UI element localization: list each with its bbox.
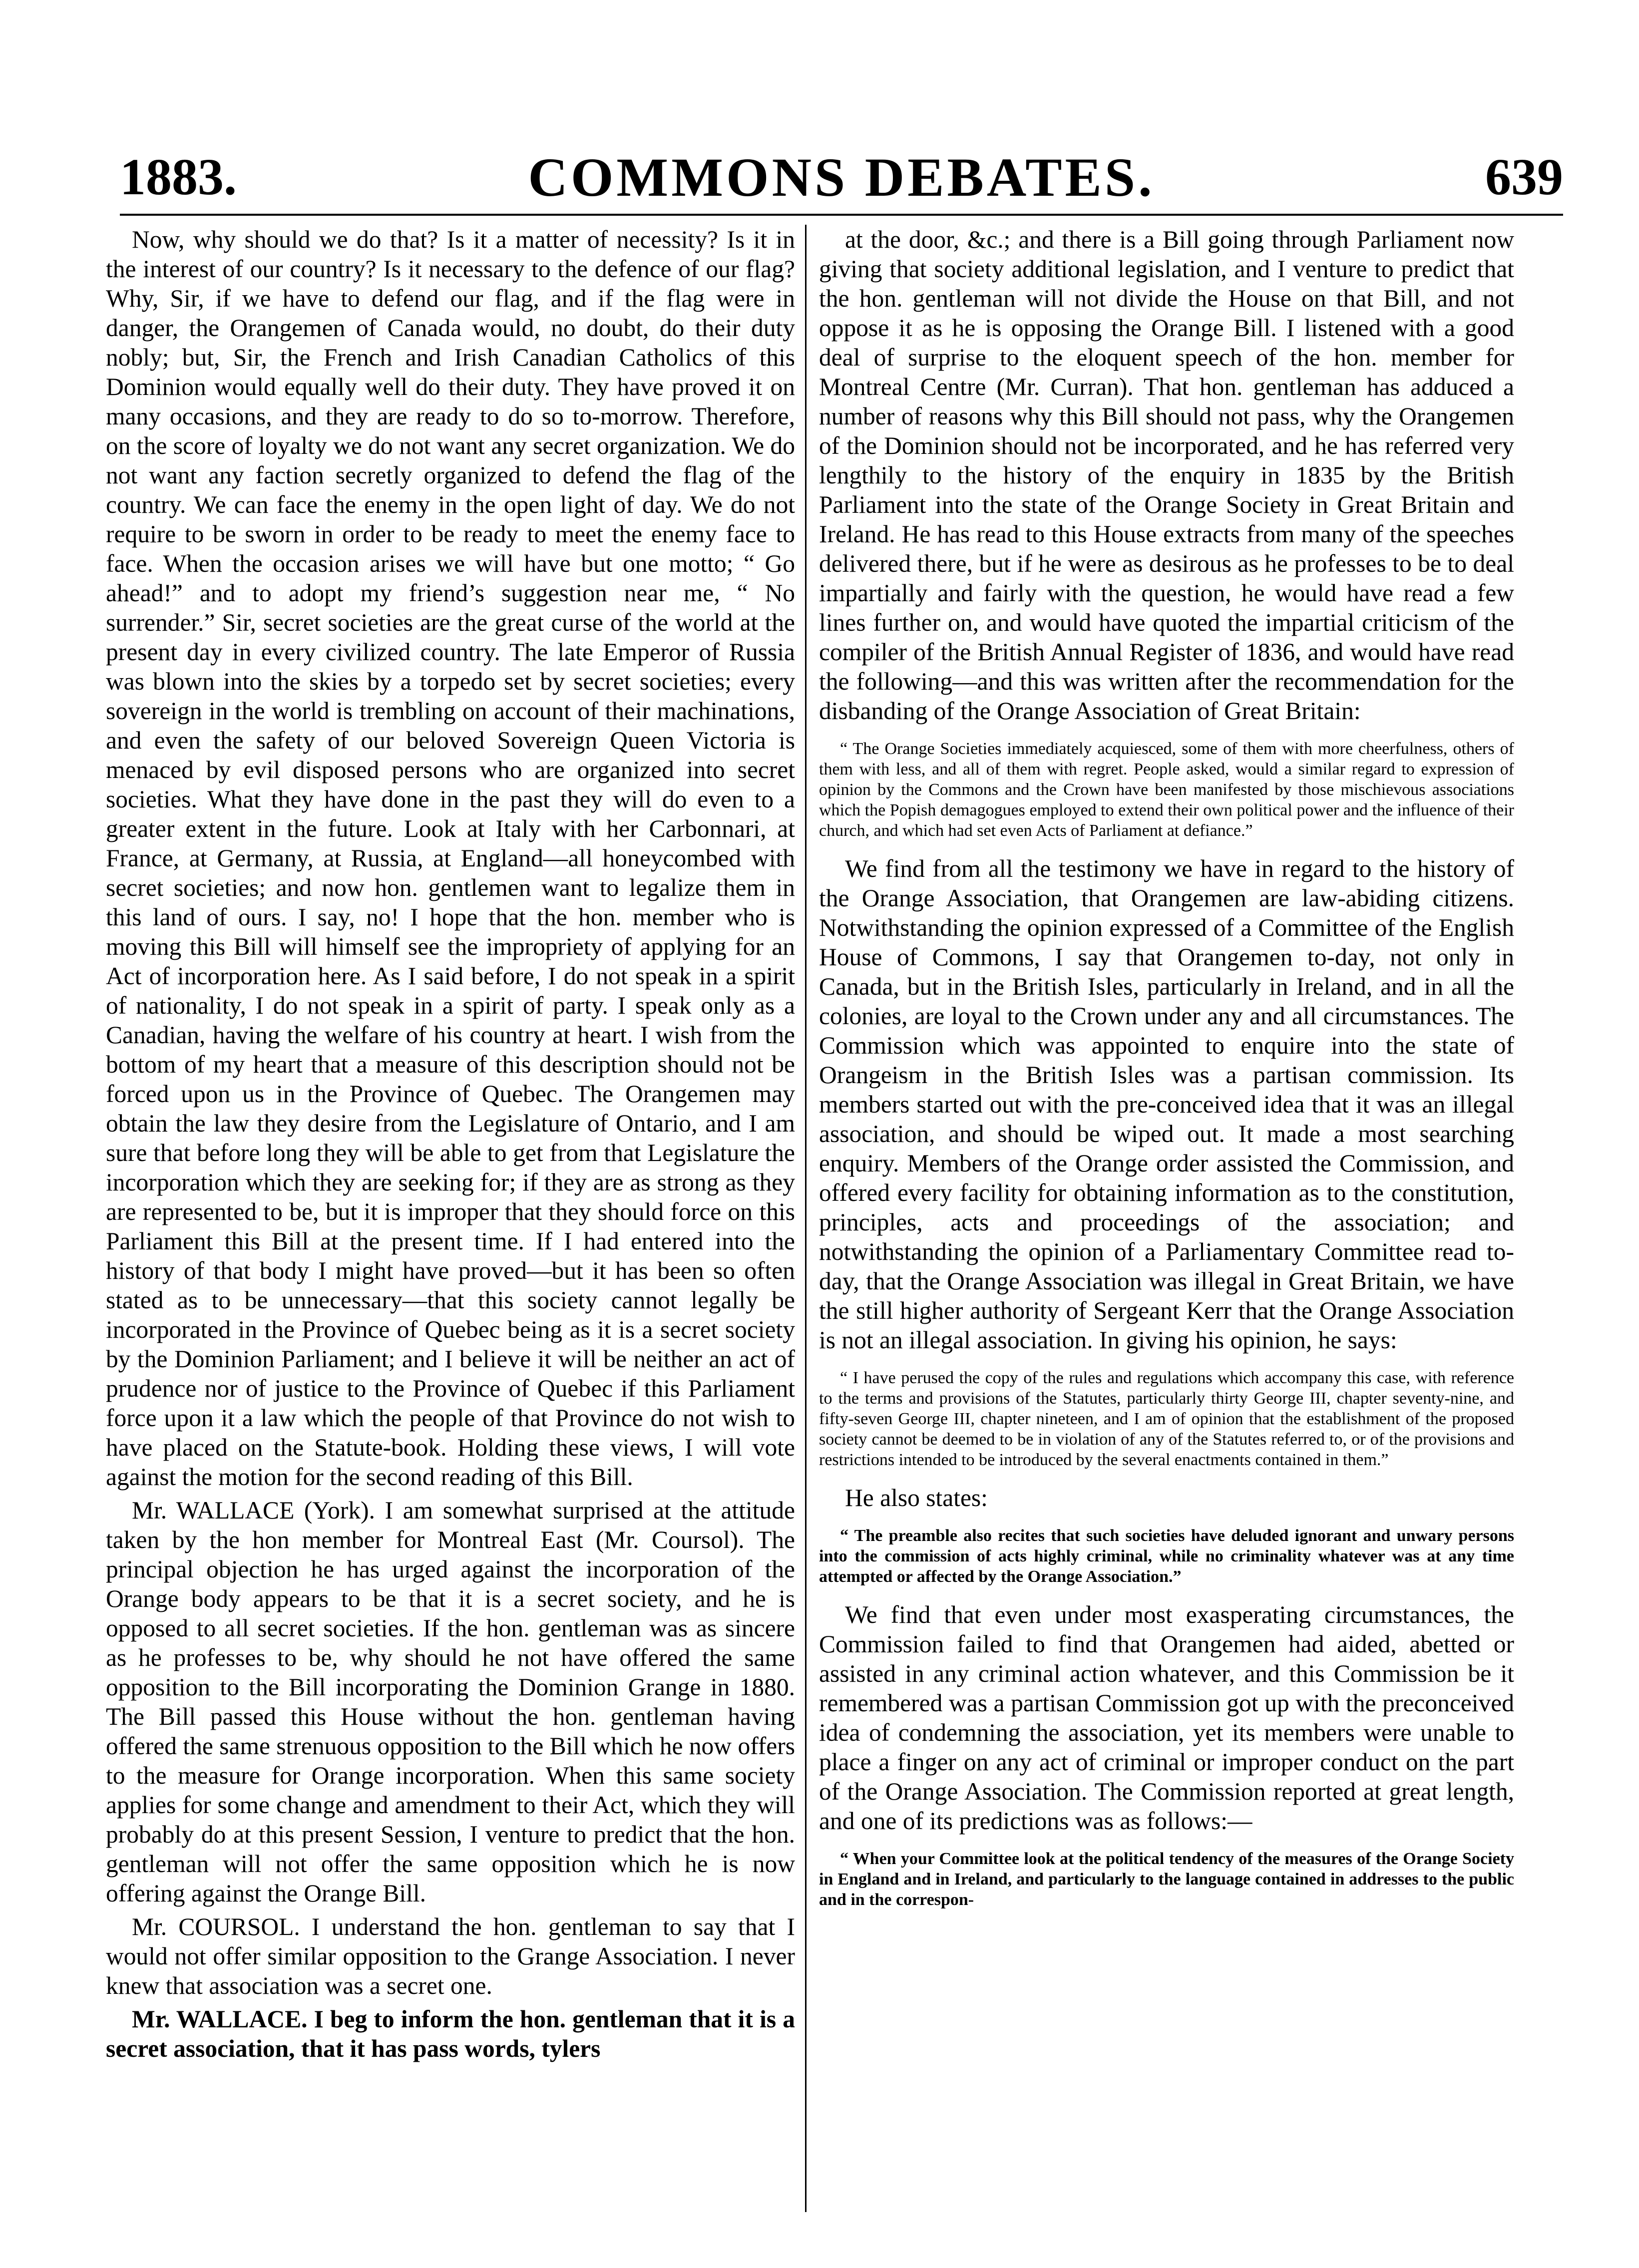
right-paragraph-3: He also states: [845, 1484, 988, 1512]
left-paragraph-wallace: Mr. WALLACE (York). I am somewhat surprised at the attitude taken by the hon member for Montreal East (Mr. Coursol). The principal objection he has urged against the incorporation of the Orange body appears to be that it is a secret society, and he is opposed to all secret societies. If the hon. gentleman was as sincere as he professes to be, why should he not have offered the same opposition to the Bill incorporating the Dominion Grange in 1880. The Bill passed this House without the hon. gentleman having offered the same strenuous opposition to the Bill which he now offers to the measure for Orange incorporation. When this same society applies for some change and amendment to their Act, which they will probably do at this present Session, I venture to predict that the hon. gentleman will not offer the same opposition which he is now offering against the Orange Bill. [106, 1497, 795, 1907]
quote-committee: “ When your Committee look at the political tendency of the measures of the Orange Society in England and in Ireland, and particularly to the language contained in addresses to the public and in the correspon- [819, 1850, 1514, 1909]
left-paragraph-coursol: Mr. COURSOL. I understand the hon. gentleman to say that I would not offer similar opposition to the Grange Association. I never knew that association was a secret one. [106, 1913, 795, 1999]
quote-preamble: “ The preamble also recites that such societies have deluded ignorant and unwary persons into the commission of acts highly criminal, while no criminality whatever was at any time attempted or affected by the Orange Association.” [819, 1526, 1514, 1586]
page-number: 639 [1485, 148, 1563, 206]
column-divider [805, 225, 807, 2212]
quote-sergeant-kerr: “ I have perused the copy of the rules and regulations which accompany this case, with reference to the terms and provisions of the Statutes, particularly thirty George III, chapter seventy-nine, and fifty-seven George III, chapter nineteen, and I am of opinion that the establishment of the proposed society cannot be deemed to be in violation of any of the Statutes referred to, or of the provisions and restrictions intended to be introduced by the several enactments contained in them.” [819, 1369, 1514, 1469]
right-paragraph-1: at the door, &c.; and there is a Bill going through Parliament now giving that society additional legislation, and I venture to predict that the hon. gentleman will not divide the House on that Bill, and not oppose it as he is opposing the Orange Bill. I listened with a good deal of surprise to the eloquent speech of the hon. member for Montreal Centre (Mr. Curran). That hon. gentleman has adduced a number of reasons why this Bill should not pass, why the Orangemen of the Dominion should not be incorporated, and he has referred very lengthily to the history of the enquiry in 1835 by the British Parliament into the state of the Orange Society in Great Britain and Ireland. He has read to this House extracts from many of the speeches delivered there, but if he were as desirous as he professes to be to deal impartially and fairly with the question, he would have read a few lines further on, and would have quoted the impartial criticism of the compiler of the British Annual Register of 1836, and would have read the following—and this was written after the recommendation for the disbanding of the Orange Association of Great Britain: [819, 226, 1514, 725]
header-title: COMMONS DEBATES. [528, 147, 1155, 208]
right-paragraph-4: We find that even under most exasperating circumstances, the Commission failed to find that Orangemen had aided, abetted or assisted in any criminal action whatever, and this Commission be it remembered was a partisan Commission got up with the preconceived idea of condemning the association, yet its members were unable to place a finger on any act of criminal or improper conduct on the part of the Orange Association. The Commission reported at great length, and one of its predictions was as follows:— [819, 1601, 1514, 1835]
left-column [106, 225, 795, 2212]
right-paragraph-2: We find from all the testimony we have in regard to the history of the Orange Association, that Orangemen are law-abiding citizens. Notwithstanding the opinion expressed of a Committee of the English House of Commons, I say that Orangemen to-day, not only in Canada, but in the British Isles, particularly in Ireland, and in all the colonies, are loyal to the Crown under any and all circumstances. The Commission which was appointed to enquire into the state of Orangeism in the British Isles was a partisan commission. Its members started out with the pre-conceived idea that it was an illegal association, and should be wiped out. It made a most searching enquiry. Members of the Orange order assisted the Commission, and offered every facility for obtaining information as to the constitution, principles, acts and proceedings of the association; and notwithstanding the opinion of a Parliamentary Committee read to-day, that the Orange Association was illegal in Great Britain, we have the still higher authority of Sergeant Kerr that the Orange Association is not an illegal association. In giving his opinion, he says: [819, 855, 1514, 1354]
left-paragraph-1: Now, why should we do that? Is it a matter of necessity? Is it in the interest of our country? Is it necessary to the defence of our flag? Why, Sir, if we have to defend our flag, and if the flag were in danger, the Orangemen of Canada would, no doubt, do their duty nobly; but, Sir, the French and Irish Canadian Catholics of this Dominion would equally well do their duty. They have proved it on many occasions, and they are ready to do so to-morrow. Therefore, on the score of loyalty we do not want any secret organization. We do not want any faction secretly organized to defend the flag of the country. We can face the enemy in the open light of day. We do not require to be sworn in order to be ready to meet the enemy face to face. When the occasion arises we will have but one motto; “ Go ahead!” and to adopt my friend’s suggestion near me, “ No surrender.” Sir, secret societies are the great curse of the world at the present day in every civilized country. The late Emperor of Russia was blown into the skies by a torpedo set by secret societies; every sovereign in the world is trembling on account of their machinations, and even the safety of our beloved Sovereign Queen Victoria is menaced by evil disposed persons who are organized into secret societies. What they have done in the past they will do even to a greater extent in the future. Look at Italy with her Carbonnari, at France, at Germany, at Russia, at England—all honeycombed with secret societies; and now hon. gentlemen want to legalize them in this land of ours. I say, no! I hope that the hon. member who is moving this Bill will himself see the impropriety of applying for an Act of incorporation here. As I said before, I do not speak in a spirit of nationality, I do not speak in a spirit of party. I speak only as a Canadian, having the welfare of his country at heart. I wish from the bottom of my heart that a measure of this description should not be forced upon us in the Province of Quebec. The Orangemen may obtain the law they desire from the Legislature of Ontario, and I am sure that before long they will be able to get from that Legislature the incorporation which they are seeking for; if they are as strong as they are represented to be, but it is improper that they should force on this Parliament this Bill at the present time. If I had entered into the history of that body I might have proved—but it has been so often stated as to be unnecessary—that this society cannot legally be incorporated in the Province of Quebec being as it is a secret society by the Dominion Parliament; and I believe it will be neither an act of prudence nor of justice to the Province of Quebec if this Parliament force upon it a law which the people of that Province do not wish to have placed on the Statute-book. Holding these views, I will vote against the motion for the second reading of this Bill. [106, 226, 795, 1491]
left-paragraph-wallace-reply: Mr. WALLACE. I beg to inform the hon. gentleman that it is a secret association, that it has pass words, tylers [106, 2005, 795, 2062]
right-column [819, 225, 1514, 2212]
header-year: 1883. [120, 148, 237, 206]
page-header [120, 145, 1563, 210]
quote-annual-register: “ The Orange Societies immediately acquiesced, some of them with more cheerfulness, others of them with less, and all of them with regret. People asked, would a similar regard to expression of opinion by the Commons and the Crown have been manifested by those mischievous associations which the Popish demagogues employed to extend their own political power and the influence of their church, and which had set even Acts of Parliament at defiance.” [819, 740, 1514, 840]
header-rule [120, 214, 1563, 216]
